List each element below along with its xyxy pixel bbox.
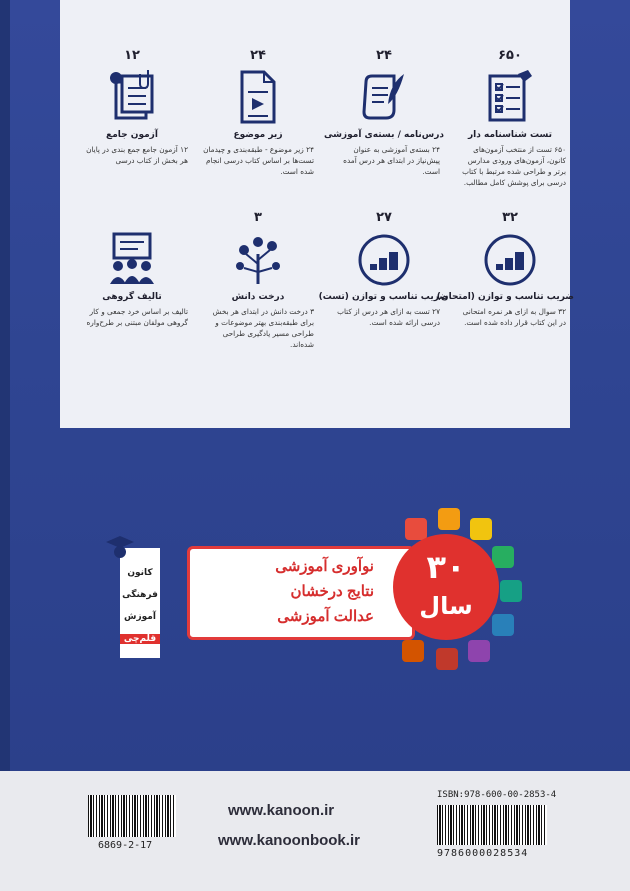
feature-description: ۲۴ زیر موضوع - طبقه‌بندی و چیدمان تست‌ها بر اساس کتاب درسی انجام شده است.	[203, 145, 314, 176]
left-barcode-number: 6869-2-17	[98, 840, 153, 851]
feature-ratio-test	[320, 210, 448, 328]
book-petal	[402, 640, 424, 662]
slogan-line-2: نتایج درخشان	[290, 583, 374, 600]
feature-title: تست شناسنامه دار	[467, 130, 553, 140]
feature-title: درخت دانش	[231, 292, 285, 302]
logo-text-2: فرهنگی	[122, 590, 158, 600]
feature-number: ۳۲	[502, 210, 518, 225]
feature-description: ۶۵۰ تست از منتخب آزمون‌های کانون، آزمون‌های ورودی مدارس برتر و طراحی شده مرتبط با کتاب درسی برای پوشش کامل مطالب.	[462, 145, 566, 187]
feature-group-authoring	[68, 210, 196, 328]
group-board-icon	[104, 230, 160, 288]
feature-question-count	[446, 48, 574, 188]
feature-description: ۲۴ بسته‌ی آموزشی به عنوان پیش‌نیاز در ابتدای هر درس آمده است.	[343, 145, 440, 176]
website-url-1: www.kanoon.ir	[228, 802, 335, 819]
book-petal	[438, 508, 460, 530]
book-petal	[405, 518, 427, 540]
publisher-logo	[120, 548, 160, 658]
tree-icon	[230, 230, 286, 288]
feature-title: آزمون جامع	[106, 130, 158, 140]
feature-description: ۱۲ آزمون جامع جمع بندی در پایان هر بخش از کتاب درسی	[86, 145, 188, 165]
slogan-banner	[187, 546, 415, 640]
book-petal	[436, 648, 458, 670]
cover-edge	[0, 0, 10, 891]
logo-text-3: آموزش	[124, 612, 156, 622]
feature-number: ۶۵۰	[498, 48, 522, 63]
feature-number	[68, 210, 196, 228]
ean-number: 9786000028534	[437, 848, 529, 859]
anniversary-years: ۳۰	[426, 548, 466, 586]
papers-clip-icon	[104, 68, 160, 126]
feature-description: تالیف بر اساس خرد جمعی و کار گروهی مولفان مبتنی بر طرح‌واره	[86, 307, 188, 327]
left-barcode	[88, 795, 176, 837]
feature-number: ۲۴	[250, 48, 266, 63]
feature-knowledge-tree	[194, 210, 322, 350]
anniversary-label: سال	[419, 592, 473, 620]
book-petal	[500, 580, 522, 602]
feature-number: ۳	[254, 210, 262, 225]
website-url-2: www.kanoonbook.ir	[218, 832, 360, 849]
document-icon	[230, 68, 286, 126]
feature-title: ضریب تناسب و توازن (امتحان)	[436, 292, 574, 302]
book-petal	[468, 640, 490, 662]
feature-number: ۱۲	[124, 48, 140, 63]
feature-title: ضریب تناسب و توازن (تست)	[318, 292, 448, 302]
graduate-figure-icon	[100, 532, 140, 572]
bars-circle-icon	[356, 230, 412, 288]
feature-subtopics	[194, 48, 322, 177]
book-petal	[470, 518, 492, 540]
bars-circle-icon	[482, 230, 538, 288]
slogan-line-1: نوآوری آموزشی	[275, 558, 374, 575]
scroll-quill-icon	[356, 68, 412, 126]
feature-number: ۲۷	[376, 210, 392, 225]
isbn-barcode	[437, 805, 547, 845]
feature-ratio-exam	[436, 210, 574, 328]
logo-text-1: کانون	[127, 568, 153, 578]
logo-text-4: قلم‌چی	[120, 634, 160, 644]
feature-description: ۳ درخت دانش در ابتدای هر بخش برای طبقه‌بندی بهتر موضوعات و طراحی مسیر یادگیری طراحی شده‌اند.	[212, 307, 314, 349]
feature-description: ۳۲ سوال به ازای هر نمره امتحانی در این کتاب قرار داده شده است.	[462, 307, 566, 327]
checklist-icon	[482, 68, 538, 126]
anniversary-badge	[393, 534, 499, 640]
feature-title: درس‌نامه / بسته‌ی آموزشی	[323, 130, 445, 140]
isbn-text: ISBN:978-600-00-2853-4	[437, 790, 557, 800]
feature-description: ۲۷ تست به ازای هر درس از کتاب درسی ارائه شده است.	[337, 307, 440, 327]
feature-lessons	[320, 48, 448, 177]
feature-number: ۲۴	[376, 48, 392, 63]
feature-title: زیر موضوع	[233, 130, 283, 140]
slogan-line-3: عدالت آموزشی	[277, 608, 374, 625]
feature-title: تالیف گروهی	[102, 292, 162, 302]
feature-comprehensive-exam	[68, 48, 196, 166]
